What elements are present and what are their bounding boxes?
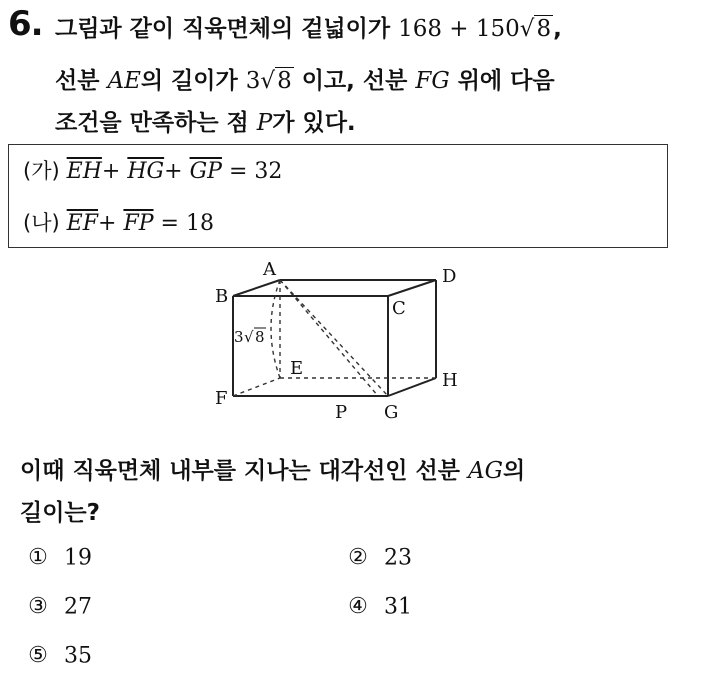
label-f: F (215, 388, 228, 409)
edge-length-coef: 3 (234, 328, 244, 346)
question-line-1 (55, 10, 562, 43)
question-number: 6. (8, 4, 43, 44)
choice-value: 35 (64, 643, 92, 669)
segment-hg: $\overline{HG}$ (127, 159, 165, 184)
prompt-particle: 의 (502, 458, 526, 484)
sqrt-8-ae: √8 (260, 68, 292, 94)
prompt-line-1 (20, 452, 525, 485)
segment-ef: $\overline{EF}$ (66, 211, 98, 236)
text-exists: 가 있다. (272, 110, 356, 136)
choice-marker: ① (28, 545, 48, 570)
segment-eh: $\overline{EH}$ (66, 159, 102, 184)
choice-2[interactable] (346, 545, 412, 571)
choice-1[interactable] (26, 545, 92, 571)
cuboid-figure (200, 258, 480, 430)
choice-value: 27 (64, 594, 92, 620)
segment-fg: FG (415, 68, 450, 94)
choice-3[interactable] (26, 594, 92, 620)
label-e: E (290, 358, 304, 379)
condition-tag: (가) (23, 159, 60, 183)
edge-fe-hidden (233, 378, 280, 396)
condition-tag: (나) (23, 211, 60, 235)
choice-value: 19 (64, 545, 92, 571)
question-line-3 (55, 104, 356, 137)
segment-gp: $\overline{GP}$ (189, 159, 222, 184)
label-b: B (215, 286, 229, 307)
sqrt-8-surface: √8 (519, 16, 552, 42)
question-line-2 (55, 62, 555, 95)
condition-box (8, 144, 668, 248)
comma: , (553, 16, 562, 42)
text-segment: 선분 (55, 68, 100, 94)
text-and-segment: 이고, 선분 (301, 68, 408, 94)
label-a: A (263, 259, 276, 280)
choice-4[interactable] (346, 594, 412, 620)
edge-ba (233, 280, 280, 296)
choice-marker: ⑤ (28, 643, 48, 668)
arc-ae (271, 280, 280, 378)
condition-ga: (가) $\overline{EH}+ \overline{HG}+ \overline{GP} = 32$ (23, 159, 283, 184)
text-above-following: 위에 다음 (457, 68, 555, 94)
edge-length-radicand: 8 (255, 328, 265, 346)
surface-area-number: 168 + 150 (398, 16, 520, 42)
choice-marker: ④ (348, 594, 368, 619)
label-h: H (442, 370, 458, 391)
text-length: 의 길이가 (140, 68, 238, 94)
prompt-text: 이때 직육면체 내부를 지나는 대각선인 선분 (20, 458, 460, 484)
choice-marker: ③ (28, 594, 48, 619)
condition-rhs: = 18 (160, 211, 214, 236)
segment-fp: $\overline{FP}$ (123, 211, 154, 236)
label-p: P (335, 402, 348, 423)
text-condition: 조건을 만족하는 점 (55, 110, 249, 136)
prompt-line-2: 길이는? (20, 500, 100, 526)
label-d: D (442, 266, 457, 287)
choice-value: 23 (384, 545, 412, 571)
condition-na: (나) $\overline{EF}+ \overline{FP} = 18$ (23, 211, 214, 236)
label-c: C (392, 298, 406, 319)
choice-5[interactable] (26, 643, 92, 669)
segment-ag: AG (467, 458, 503, 484)
question-text-1: 그림과 같이 직육면체의 겉넓이가 (55, 16, 391, 42)
label-g: G (384, 402, 399, 423)
ae-coefficient: 3 (245, 68, 261, 94)
edge-cd (388, 280, 436, 296)
condition-rhs: = 32 (228, 159, 283, 184)
edge-gh (388, 378, 436, 396)
segment-ae: AE (107, 68, 141, 94)
edge-length-label (234, 328, 266, 346)
choice-value: 31 (384, 594, 412, 620)
choice-marker: ② (348, 545, 368, 570)
point-p: P (256, 110, 273, 136)
edge-length-root: √ (244, 328, 254, 346)
